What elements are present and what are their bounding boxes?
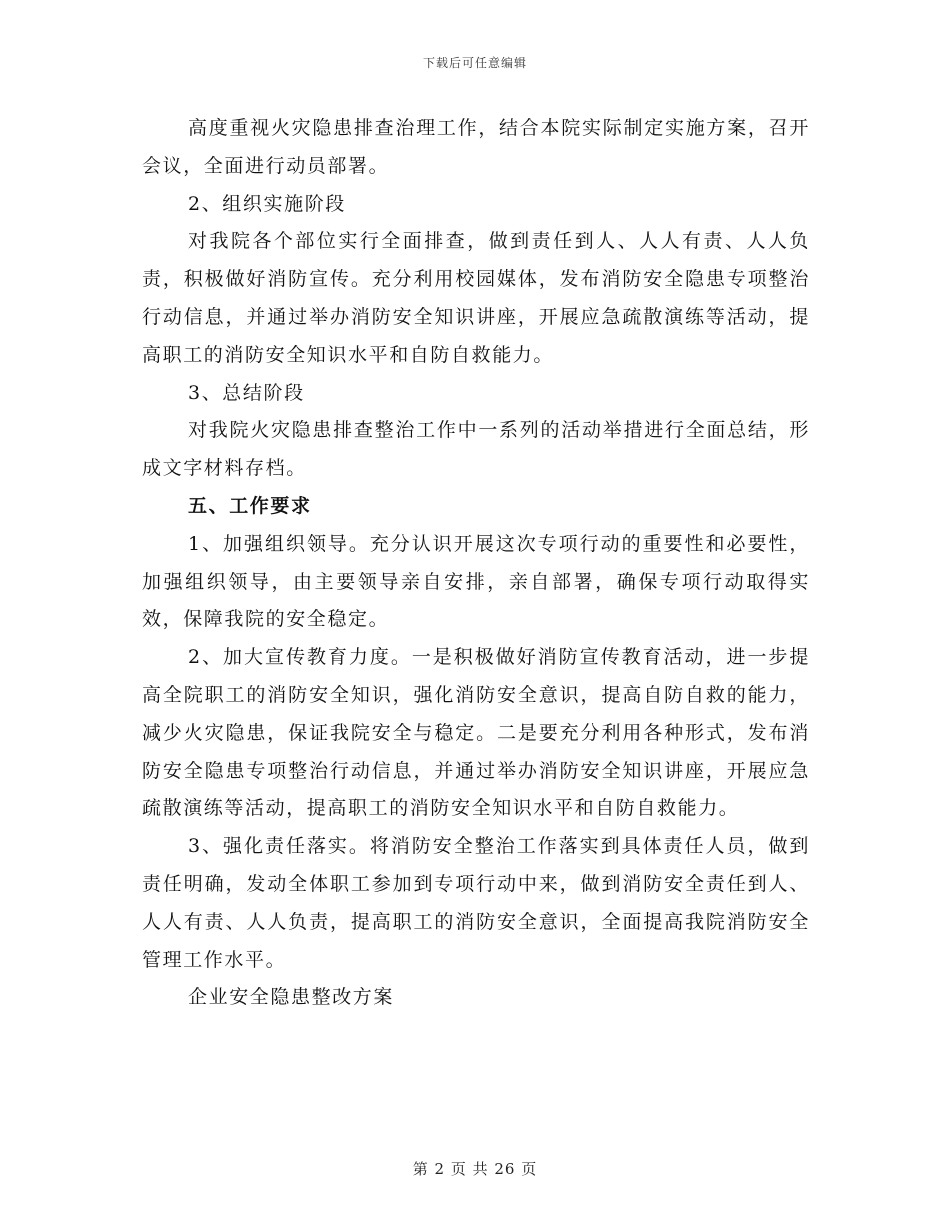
paragraph-7: 1、加强组织领导。充分认识开展这次专项行动的重要性和必要性，加强组织领导，由主要领导亲自安排，亲自部署，确保专项行动取得实效，保障我院的安全稳定。	[142, 532, 810, 631]
paragraph-5: 对我院火灾隐患排查整治工作中一系列的活动举措进行全面总结，形成文字材料存档。	[142, 419, 810, 480]
section-heading: 五、工作要求	[188, 494, 312, 517]
paragraph-10: 企业安全隐患整改方案	[188, 986, 395, 1009]
paragraph-4: 3、总结阶段	[188, 381, 305, 404]
paragraph-9: 3、强化责任落实。将消防安全整治工作落实到具体责任人员，做到责任明确，发动全体职工参加到专项行动中来，做到消防安全责任到人、人人有责、人人负责，提高职工的消防安全意识，全面提高我院消防安全管理工作水平。	[142, 835, 810, 971]
page-header: 下载后可任意编辑	[422, 56, 527, 70]
document-body	[142, 110, 810, 1017]
paragraph-2: 2、组织实施阶段	[188, 192, 346, 215]
paragraph-8: 2、加大宣传教育力度。一是积极做好消防宣传教育活动，进一步提高全院职工的消防安全知识，强化消防安全意识，提高自防自救的能力，减少火灾隐患，保证我院安全与稳定。二是要充分利用各种形式，发布消防安全隐患专项整治行动信息，并通过举办消防安全知识讲座，开展应急疏散演练等活动，提高职工的消防安全知识水平和自防自救能力。	[142, 646, 810, 820]
page-footer: 第 2 页 共 26 页	[412, 1160, 538, 1178]
paragraph-3: 对我院各个部位实行全面排查，做到责任到人、人人有责、人人负责，积极做好消防宣传。充分利用校园媒体，发布消防安全隐患专项整治行动信息，并通过举办消防安全知识讲座，开展应急疏散演练等活动，提高职工的消防安全知识水平和自防自救能力。	[142, 230, 810, 366]
paragraph-1: 高度重视火灾隐患排查治理工作，结合本院实际制定实施方案，召开会议，全面进行动员部署。	[142, 117, 810, 177]
